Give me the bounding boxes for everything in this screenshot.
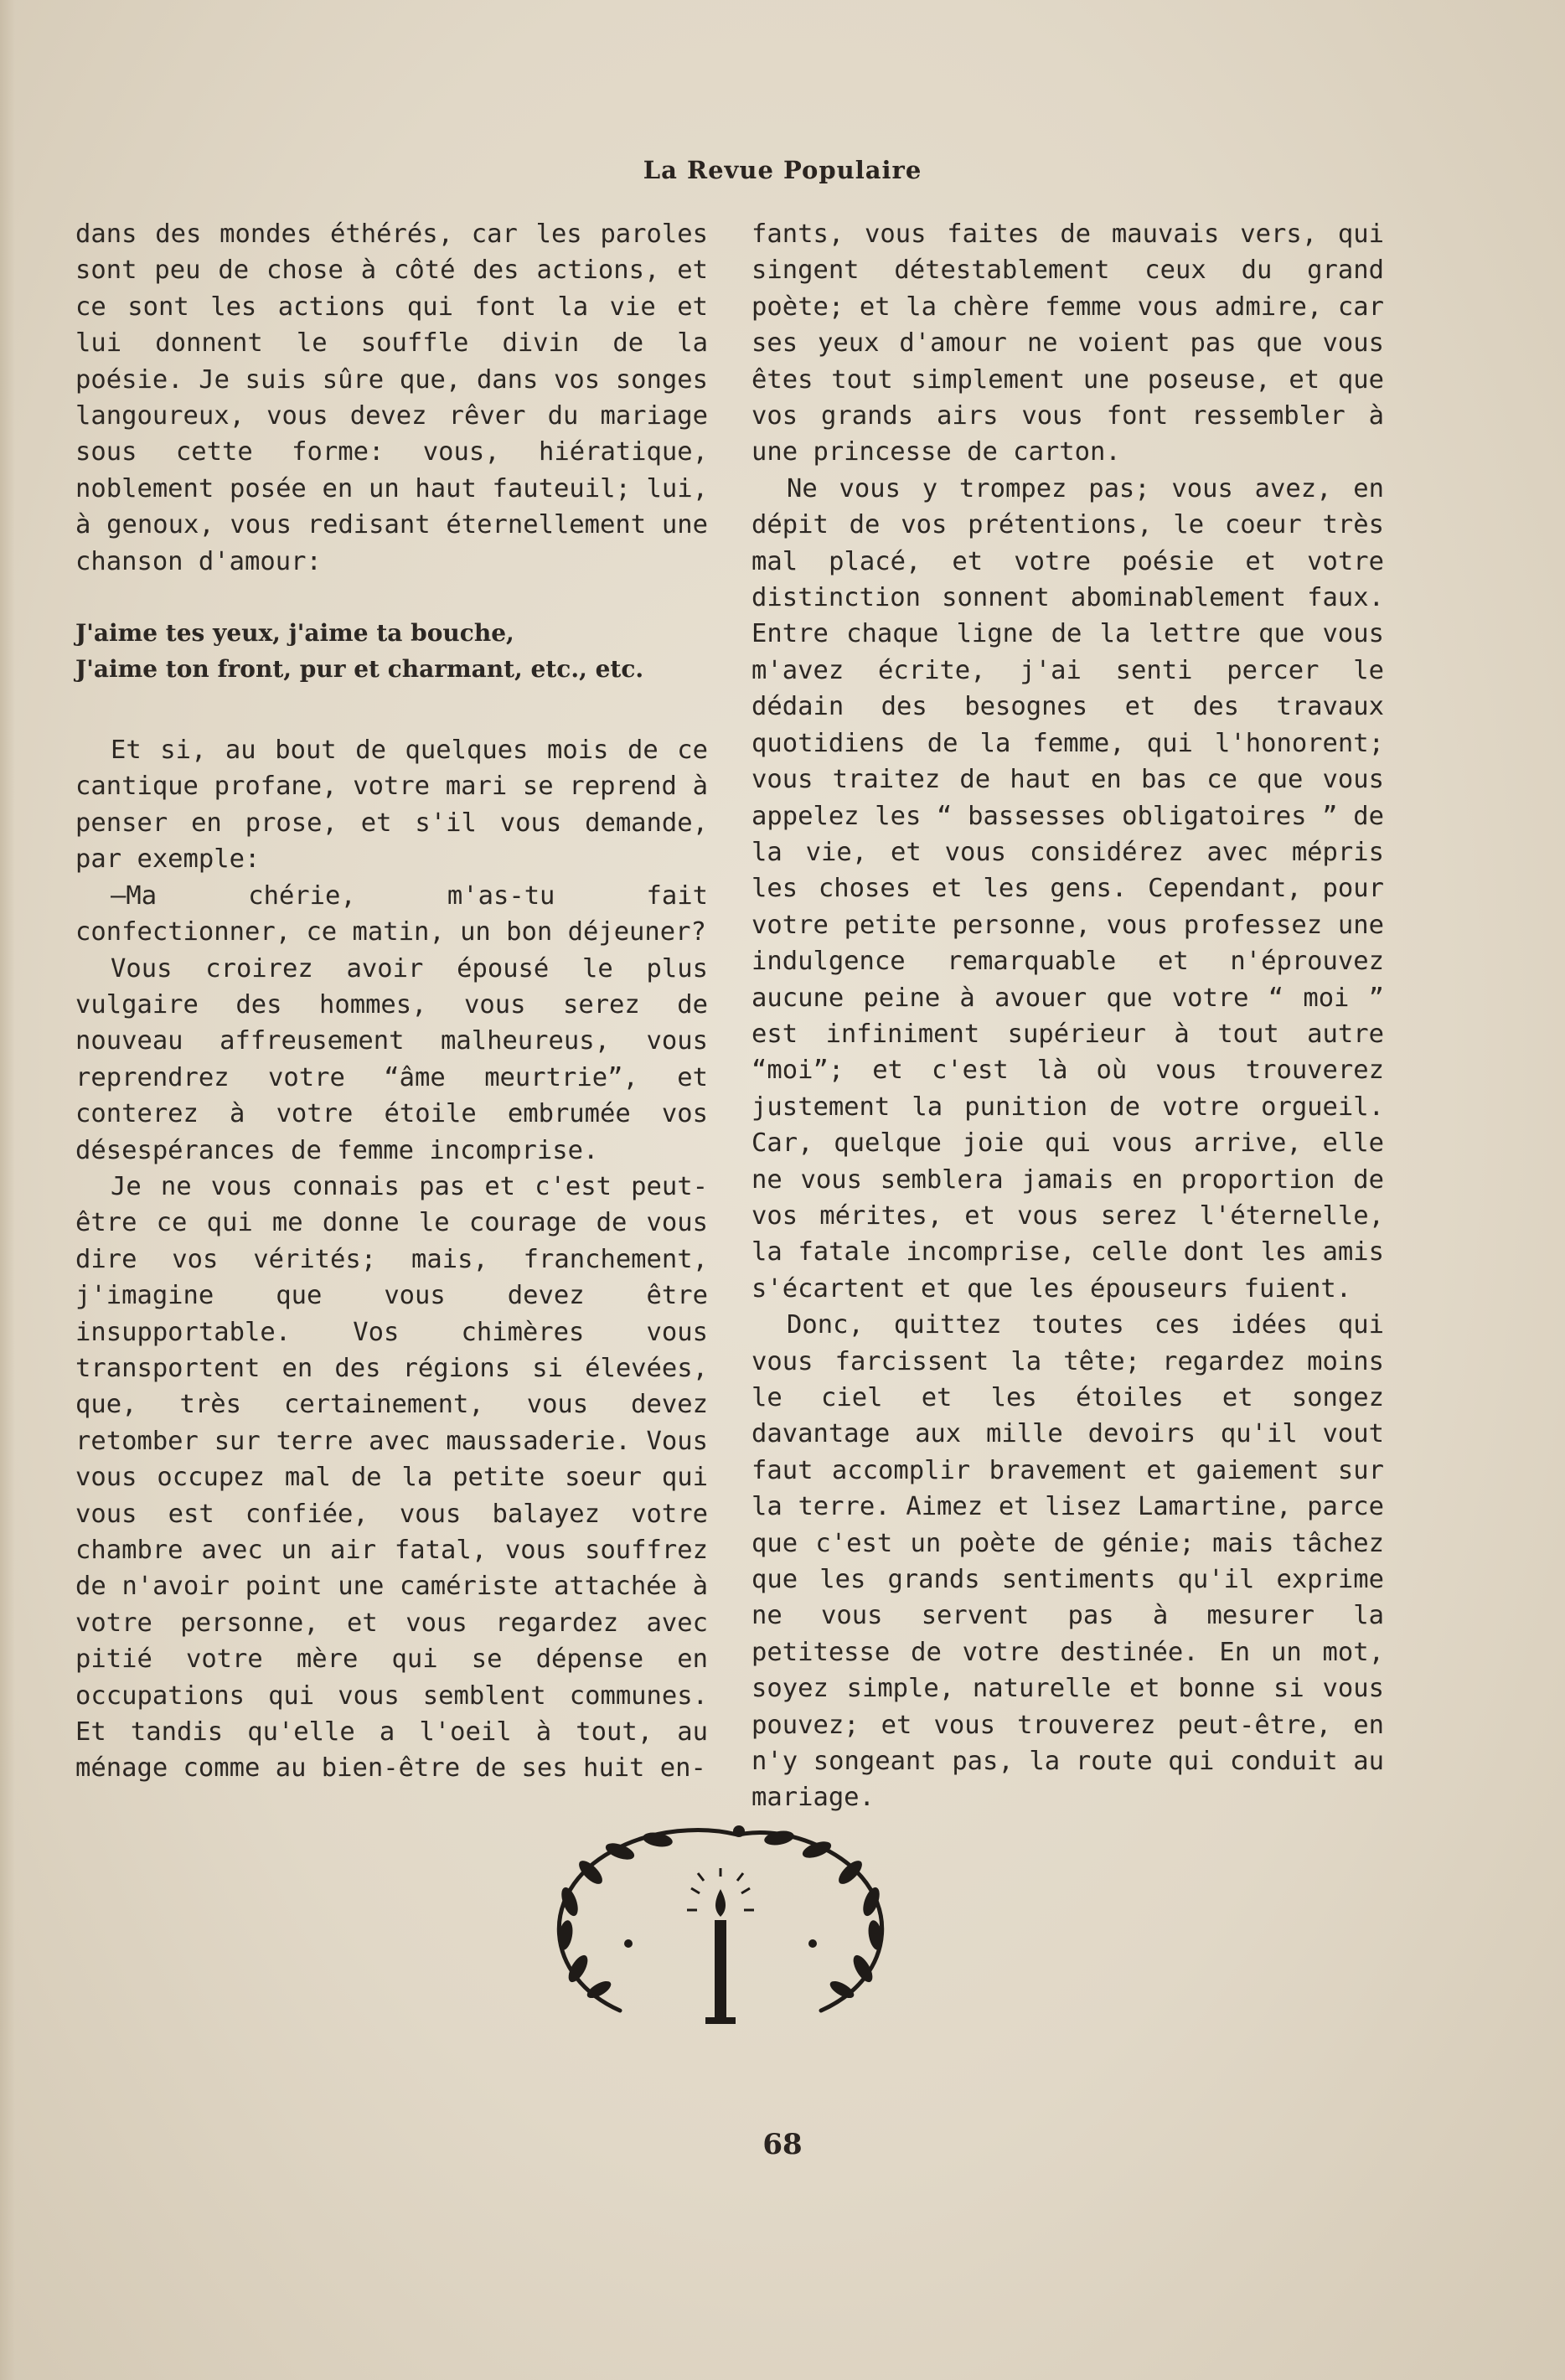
paragraph: Vous croirez avoir épousé le plus vulgaire des hommes, vous serez de nouveau affreusement malheureus, vous reprendrez votre “âme meurtrie”, et conterez à votre étoile embrumée vos désespérances de femme incomprise. (75, 953, 708, 1165)
paragraph: dans des mondes éthérés, car les paroles sont peu de chose à côté des actions, et ce sont les actions qui font la vie et lui donnent le souffle divin de la poésie. Je suis sûre que, dans vos songes langoureux, vous devez rêver du mariage sous cette forme: vous, hiératique, noblement posée en un haut fauteuil; lui, à genoux, vous redisant éternellement une chanson d'amour: (75, 219, 708, 576)
verse-line: J'aime ton front, pur et charmant, etc., etc. (75, 655, 644, 684)
verse-quote (75, 615, 708, 687)
paragraph: Donc, quittez toutes ces idées qui vous farcissent la tête; regardez moins le ciel et les étoiles et songez davantage aux mille devoirs qu'il vout faut accomplir bravement et gaiement sur la terre. Aimez et lisez Lamartine, parce que c'est un poète de génie; mais tâchez que les grands sentiments qu'il exprime ne vous servent pas à mesurer la petitesse de votre destinée. En un mot, soyez simple, naturelle et bonne si vous pouvez; et vous trouverez peut-être, en n'y songeant pas, la route qui conduit au mariage. (752, 1310, 1384, 1813)
running-header: La Revue Populaire (643, 156, 922, 184)
verse-line: J'aime tes yeux, j'aime ta bouche, (75, 619, 514, 648)
paragraph: fants, vous faites de mauvais vers, qui singent détestablement ceux du grand poète; et la chère femme vous admire, car ses yeux d'amour ne voient pas que vous êtes tout simplement une poseuse, et que vos grands airs vous font ressembler à une princesse de carton. (752, 219, 1384, 467)
right-column (752, 216, 1384, 1816)
wreath-candle-icon (519, 1810, 922, 2044)
left-column (75, 216, 708, 1787)
paragraph: Et si, au bout de quelques mois de ce cantique profane, votre mari se reprend à penser en prose, et s'il vous demande, par exemple: (75, 736, 708, 875)
paragraph: Je ne vous connais pas et c'est peut-être ce qui me donne le courage de vous dire vos vérités; mais, franchement, j'imagine que vous devez être insupportable. Vos chimères vous transportent en des régions si élevées, que, très certainement, vous devez retomber sur terre avec maussaderie. Vous vous occupez mal de la petite soeur qui vous est confiée, vous balayez votre chambre avec un air fatal, vous souffrez de n'avoir point une caméristе attachée à votre personne, et vous regardez avec pitié votre mère qui se dépense en occupations qui vous semblent communes. Et tandis qu'elle a l'oeil à tout, au ménage comme au bien-être de ses huit en- (75, 1171, 708, 1784)
dialogue-line: —Ma chérie, m'as-tu fait confectionner, ce matin, un bon déjeuner? (75, 880, 708, 947)
page-edge-shadow (0, 0, 15, 2380)
paragraph: Ne vous y trompez pas; vous avez, en dépit de vos prétentions, le coeur très mal placé, et votre poésie et votre distinction sonnent abominablement faux. Entre chaque ligne de la lettre que vous m'avez écrite, j'ai senti percer le dédain des besognes et des travaux quotidiens de la femme, qui l'honorent; vous traitez de haut en bas ce que vous appelez les “ bassesses obligatoires ” de la vie, et vous considérez avec mépris les choses et les gens. Cependant, pour votre petite personne, vous professez une indulgence remarquable et n'éprouvez aucune peine à avouer que votre “ moi ” est infiniment supérieur à tout autre “moi”; et c'est là où vous trouverez justement la punition de votre orgueil. Car, quelque joie qui vous arrive, elle ne vous semblera jamais en proportion de vos mérites, et vous serez l'éternelle, la fatale incomprise, celle dont les amis s'écartent et que les épouseurs fuient. (752, 473, 1384, 1304)
page-number: 68 (762, 2128, 803, 2161)
